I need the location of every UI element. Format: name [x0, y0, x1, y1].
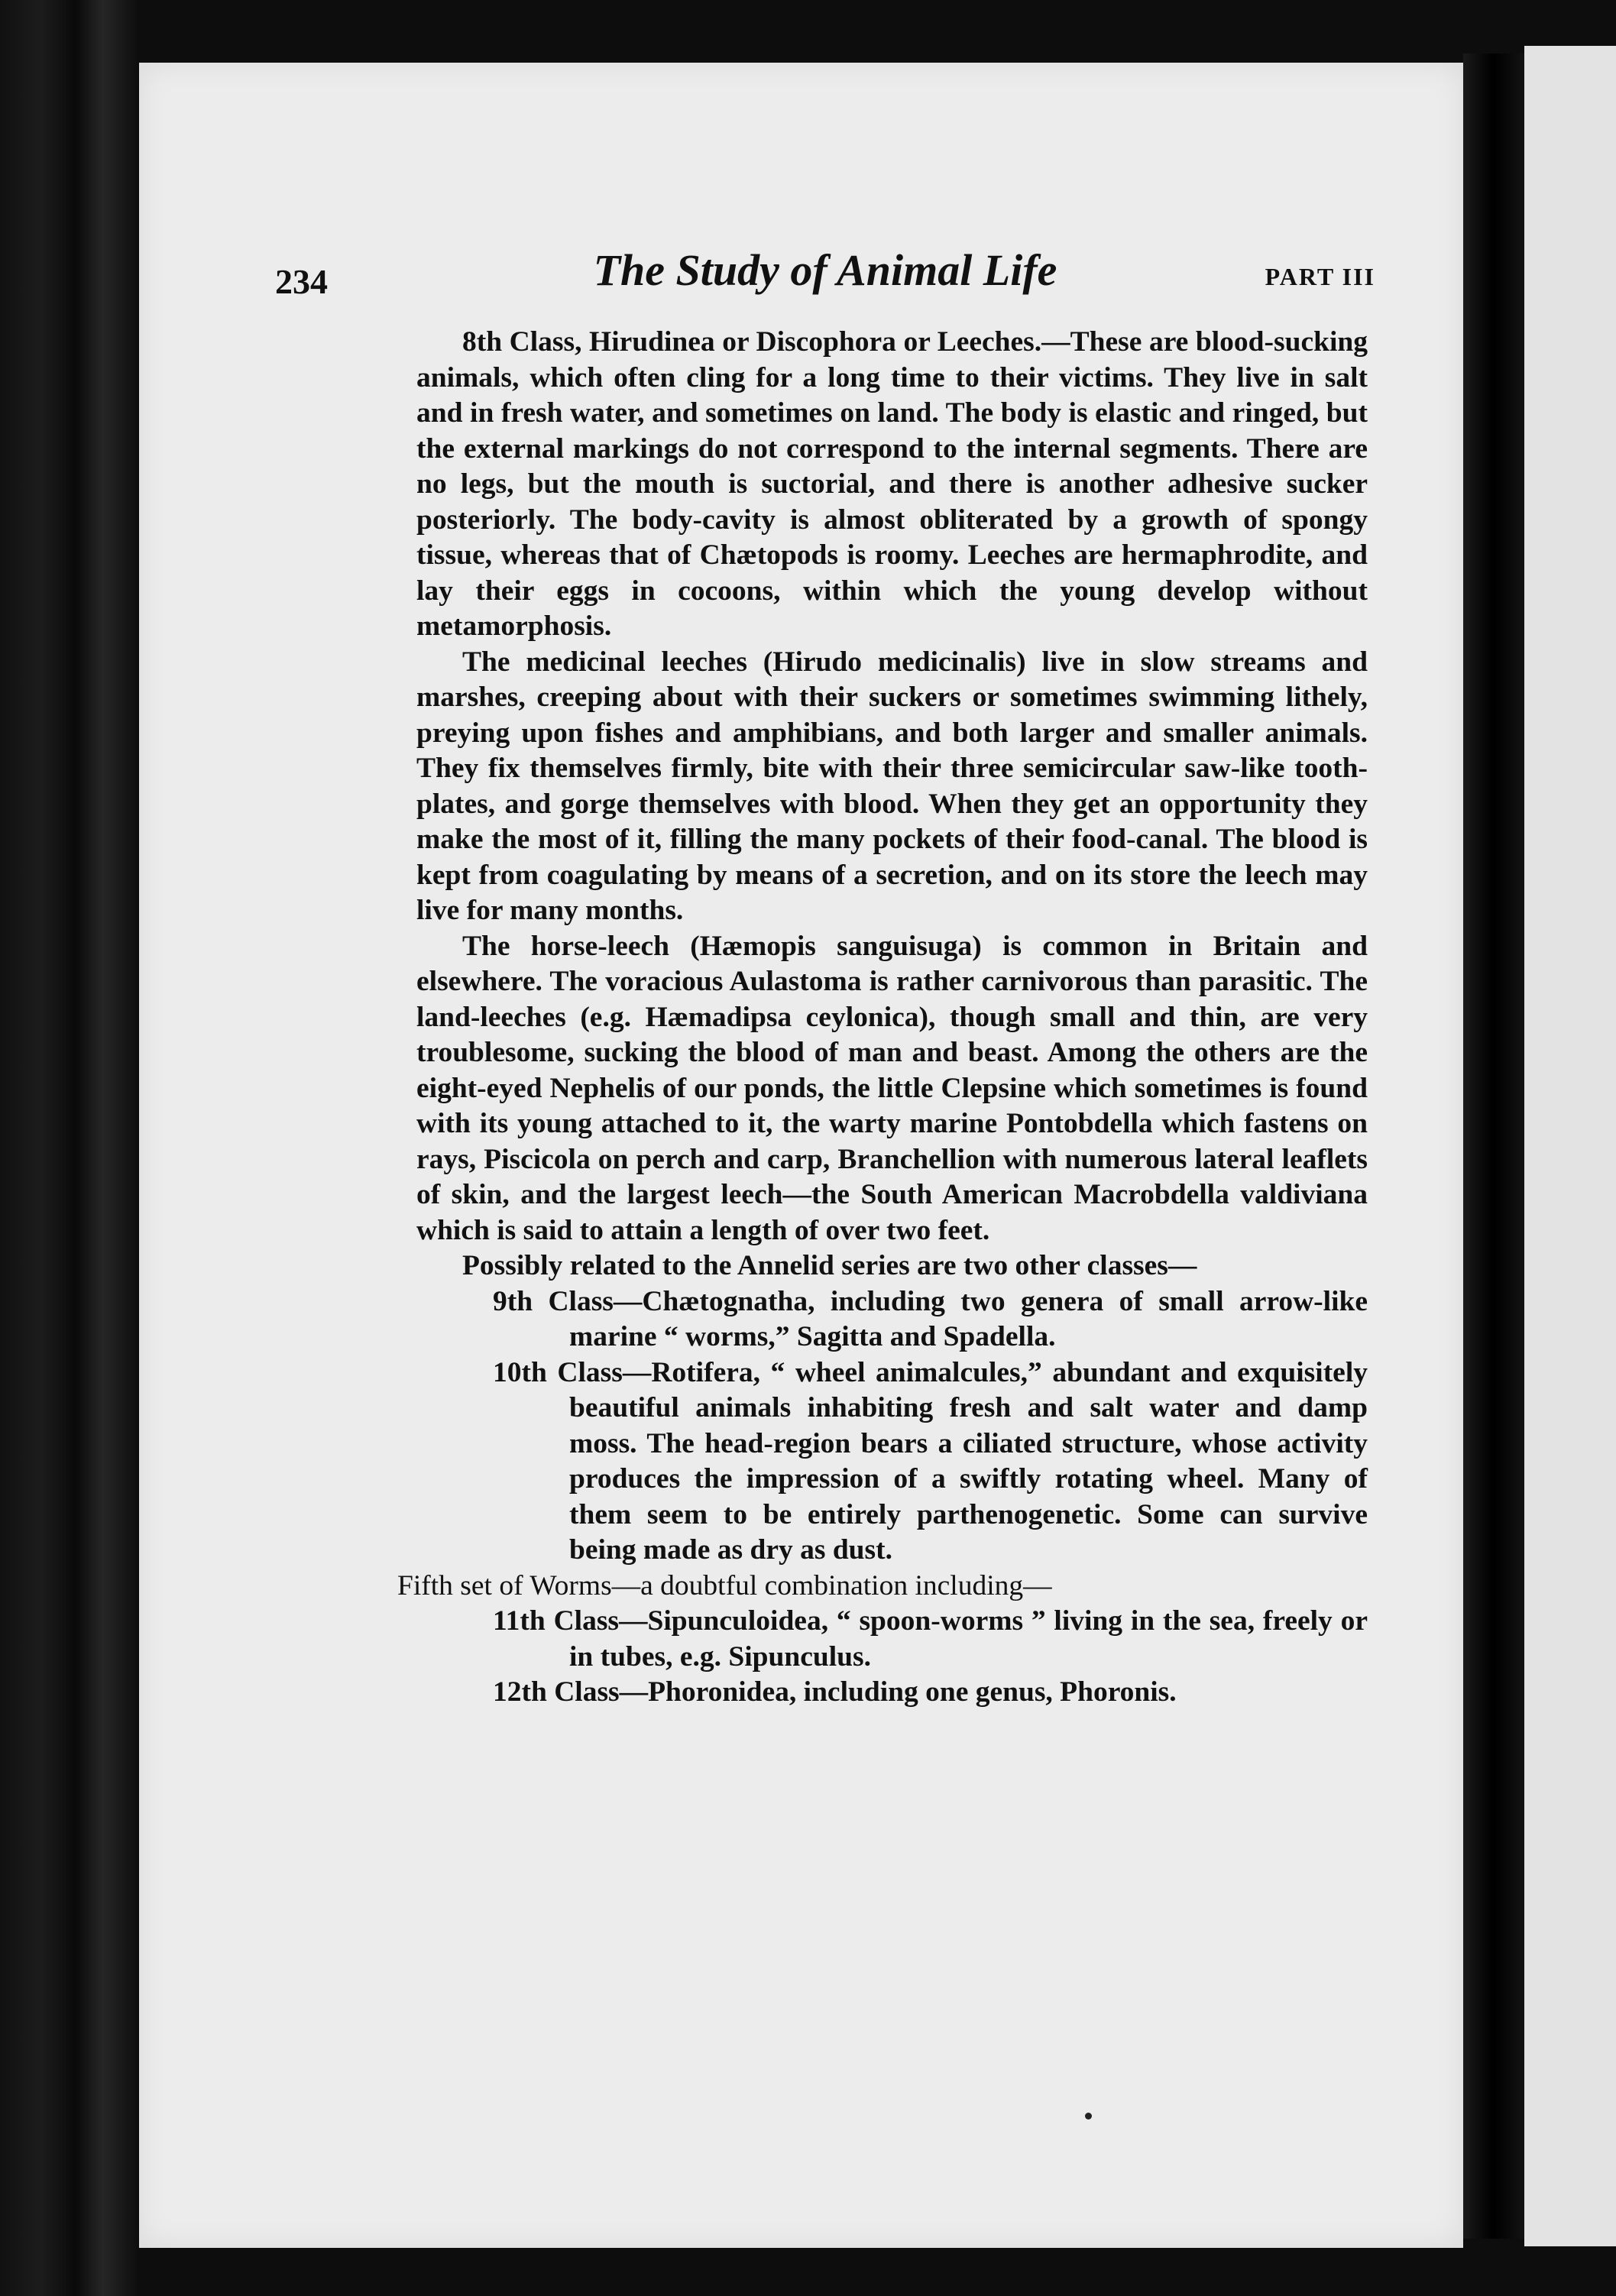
gutter-shadow	[1463, 53, 1524, 2239]
page-number: 234	[275, 262, 328, 301]
book-spine-shadow	[0, 0, 138, 2296]
list-item-phoronidea: 12th Class—Phoronidea, including one genus, Phoronis.	[493, 1676, 1177, 1708]
paragraph-medicinal-leeches: The medicinal leeches (Hirudo medicinalis) live in slow streams and marshes, creeping about with their suckers or sometimes swimming lithely, preying upon fishes and amphibians, and both larger and smaller animals. They fix themselves firmly, bite with their three semicircular saw-like tooth-plates, and gorge themselves with blood. When they get an opportunity they make the most of it, filling the many pockets of their food-canal. The blood is kept from coagulating by means of a secretion, and on its store the leech may live for many months.	[416, 646, 1368, 926]
ink-speck	[1085, 2113, 1092, 2120]
list-item-sipunculoidea: 11th Class—Sipunculoidea, “ spoon-worms ” living in the sea, freely or in tubes, e.g. Sipunculus.	[493, 1605, 1368, 1673]
paragraph-fifth-set: Fifth set of Worms—a doubtful combination including—	[397, 1569, 1052, 1601]
part-label: PART III	[1265, 263, 1375, 290]
paragraph-leeches: 8th Class, Hirudinea or Discophora or Leeches.—These are blood-sucking animals, which often cling for a long time to their victims. They live in salt and in fresh water, and sometimes on land. The body is elastic and ringed, but the external markings do not correspond to the internal segments. There are no legs, but the mouth is suctorial, and there is another adhesive sucker posteriorly. The body-cavity is almost obliterated by a growth of spongy tissue, whereas that of Chætopods is roomy. Leeches are hermaphrodite, and lay their eggs in cocoons, within which the young develop without metamorphosis.	[416, 326, 1368, 642]
paragraph-horse-leech: The horse-leech (Hæmopis sanguisuga) is common in Britain and elsewhere. The voracious Aulastoma is rather carnivorous than parasitic. The land-leeches (e.g. Hæmadipsa ceylonica), though small and thin, are very troublesome, sucking the blood of man and beast. Among the others are the eight-eyed Nephelis of our ponds, the little Clepsine which sometimes is found with its young attached to it, the warty marine Pontobdella which fastens on rays, Piscicola on perch and carp, Branchellion with numerous lateral leaflets of skin, and the largest leech—the South American Macrobdella valdiviana which is said to attain a length of over two feet.	[416, 930, 1368, 1246]
facing-page-edge	[1524, 46, 1616, 2246]
running-title: The Study of Animal Life	[593, 245, 1057, 295]
page-header	[275, 244, 1375, 306]
list-item-rotifera: 10th Class—Rotifera, “ wheel animalcules,” abundant and exquisitely beautiful animals inhabiting fresh and salt water and damp moss. The head-region bears a ciliated structure, whose activity produces the impression of a swiftly rotating wheel. Many of them seem to be entirely parthenogenetic. Some can survive being made as dry as dust.	[493, 1356, 1368, 1566]
list-item-chaetognatha: 9th Class—Chætognatha, including two genera of small arrow-like marine “ worms,” Sagitta and Spadella.	[493, 1285, 1368, 1352]
paragraph-possibly-related: Possibly related to the Annelid series are two other classes—	[462, 1250, 1197, 1281]
body-text	[397, 325, 1368, 1711]
